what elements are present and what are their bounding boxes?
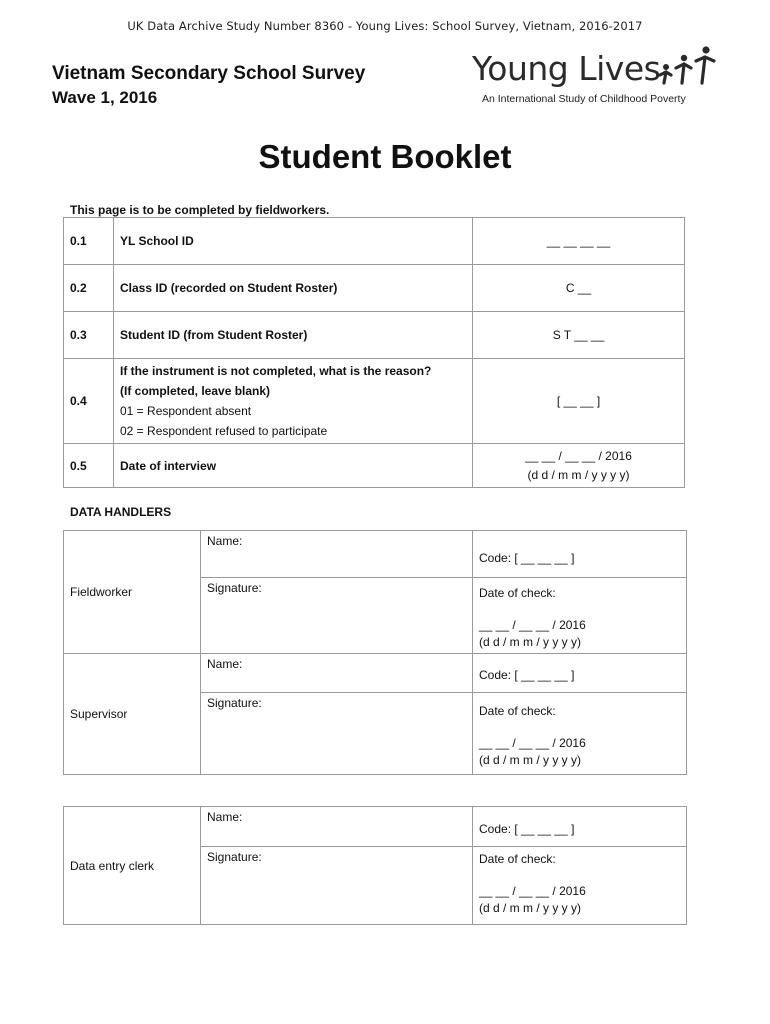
date-check-label: Date of check: [479,704,556,718]
row-number: 0.2 [64,265,114,312]
clerk-signature-field[interactable]: Signature: [201,847,473,925]
clerk-name-field[interactable]: Name: [201,807,473,847]
reason-note: (If completed, leave blank) [120,384,271,398]
fieldworker-date-check[interactable] [473,578,687,654]
children-figures-icon [648,45,718,85]
interview-date-label: Date of interview [114,444,473,488]
interview-date-field[interactable] [473,444,685,488]
role-fieldworker: Fieldworker [64,531,201,654]
reason-option-01: 01 = Respondent absent [120,404,252,418]
reason-code-field[interactable]: [ __ __ ] [473,359,685,444]
date-check-format: (d d / m m / y y y y) [479,753,582,767]
school-id-label: YL School ID [114,218,473,265]
class-id-field[interactable]: C __ [473,265,685,312]
id-table [63,217,685,488]
row-number: 0.1 [64,218,114,265]
handlers-table [63,530,687,775]
role-data-entry-clerk: Data entry clerk [64,807,201,925]
supervisor-signature-field[interactable]: Signature: [201,693,473,775]
role-supervisor: Supervisor [64,654,201,775]
supervisor-date-check[interactable] [473,693,687,775]
table-row [64,312,685,359]
date-check-value: __ __ / __ __ / 2016 [479,884,586,898]
table-row [64,531,687,578]
date-check-label: Date of check: [479,586,556,600]
date-check-value: __ __ / __ __ / 2016 [479,736,586,750]
archive-note: UK Data Archive Study Number 8360 - Young Lives: School Survey, Vietnam, 2016-2017 [127,19,643,33]
young-lives-logo [472,45,722,110]
row-number: 0.3 [64,312,114,359]
date-check-format: (d d / m m / y y y y) [479,901,582,915]
interview-date-format: (d d / m m / y y y y) [527,467,630,482]
class-id-label: Class ID (recorded on Student Roster) [114,265,473,312]
fieldworker-signature-field[interactable]: Signature: [201,578,473,654]
date-check-value: __ __ / __ __ / 2016 [479,618,586,632]
interview-date-value: __ __ / __ __ / 2016 [525,448,632,463]
supervisor-name-field[interactable]: Name: [201,654,473,693]
table-row [64,359,685,444]
table-row [64,265,685,312]
fieldworker-name-field[interactable]: Name: [201,531,473,578]
logo-text: Young Lives [472,49,661,88]
school-id-field[interactable]: __ __ __ __ [473,218,685,265]
data-entry-table [63,806,687,925]
student-id-field[interactable]: S T __ __ [473,312,685,359]
row-number: 0.4 [64,359,114,444]
data-handlers-heading: DATA HANDLERS [70,505,172,519]
reason-option-02: 02 = Respondent refused to participate [120,424,328,438]
row-number: 0.5 [64,444,114,488]
reason-question: If the instrument is not completed, what is the reason? [120,364,432,378]
table-row [64,654,687,693]
logo-subtitle: An International Study of Childhood Poverty [482,93,686,105]
survey-title: Vietnam Secondary School Survey [52,63,366,84]
date-check-label: Date of check: [479,852,556,866]
clerk-code-field[interactable]: Code: [ __ __ __ ] [473,807,687,847]
wave-label: Wave 1, 2016 [52,88,158,107]
supervisor-code-field[interactable]: Code: [ __ __ __ ] [473,654,687,693]
page-title: Student Booklet [258,138,512,175]
clerk-date-check[interactable] [473,847,687,925]
fieldworker-code-field[interactable]: Code: [ __ __ __ ] [473,531,687,578]
table-row [64,444,685,488]
reason-label [114,359,473,444]
date-check-format: (d d / m m / y y y y) [479,635,582,649]
table-row [64,218,685,265]
instruction-text: This page is to be completed by fieldworkers. [70,203,330,217]
table-row [64,807,687,847]
student-id-label: Student ID (from Student Roster) [114,312,473,359]
